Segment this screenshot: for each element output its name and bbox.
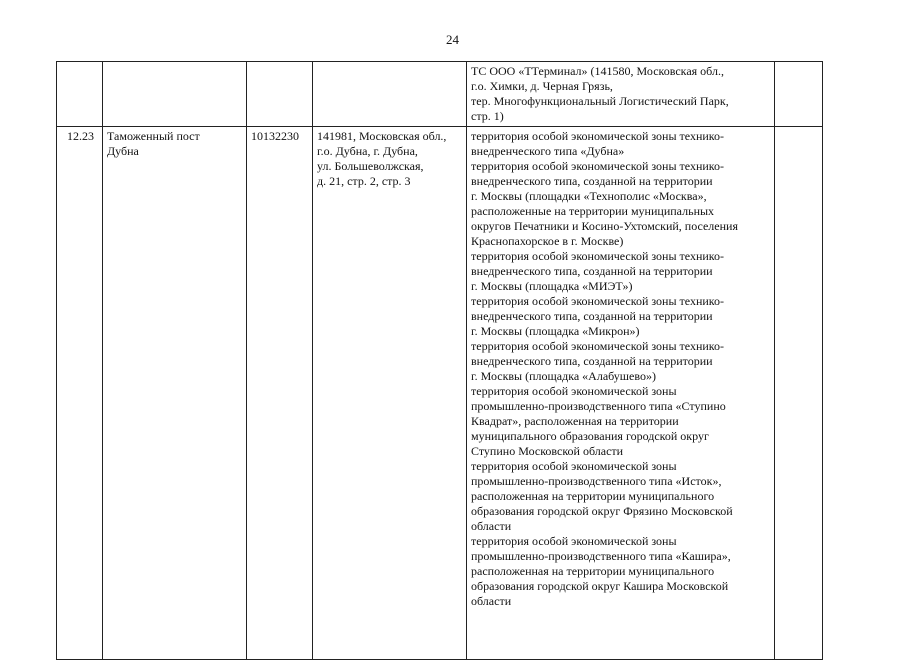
cell-text-line: внедренческого типа, созданной на территории xyxy=(471,354,713,368)
cell-zones xyxy=(467,62,775,127)
cell-text-line: территория особой экономической зоны технико- xyxy=(471,294,725,308)
cell-text-line: Квадрат», расположенная на территории xyxy=(471,414,679,428)
cell-text-line: образования городской округ Кашира Московской xyxy=(471,579,729,593)
cell-text-line: г.о. Дубна, г. Дубна, xyxy=(317,144,418,158)
cell-number xyxy=(57,62,103,127)
cell-text-line: стр. 1) xyxy=(471,109,504,123)
cell-post-code: 10132230 xyxy=(247,127,313,660)
cell-text-line: внедренческого типа, созданной на территории xyxy=(471,264,713,278)
cell-text-line: округов Печатники и Косино-Ухтомский, поселения xyxy=(471,219,738,233)
cell-text-line: области xyxy=(471,594,512,608)
cell-text-line: внедренческого типа, созданной на территории xyxy=(471,174,713,188)
cell-text-line: г. Москвы (площадки «Технополис «Москва», xyxy=(471,189,707,203)
cell-text-line: г. Москвы (площадка «МИЭТ») xyxy=(471,279,633,293)
cell-text-line: г.о. Химки, д. Черная Грязь, xyxy=(471,79,613,93)
cell-text-line: расположенная на территории муниципального xyxy=(471,564,715,578)
cell-text-line: территория особой экономической зоны технико- xyxy=(471,249,725,263)
cell-text-line: г. Москвы (площадка «Микрон») xyxy=(471,324,640,338)
table-row-12-23 xyxy=(57,127,823,660)
cell-text-line: 141981, Московская обл., xyxy=(317,129,447,143)
cell-text-line: ТС ООО «ТТерминал» (141580, Московская обл., xyxy=(471,64,724,78)
cell-zones xyxy=(467,127,775,660)
cell-text-line: расположенная на территории муниципального xyxy=(471,489,715,503)
cell-text-line: расположенные на территории муниципальных xyxy=(471,204,715,218)
cell-post-name xyxy=(103,127,247,660)
cell-text-line: г. Москвы (площадка «Алабушево») xyxy=(471,369,656,383)
cell-text-line: территория особой экономической зоны технико- xyxy=(471,159,725,173)
cell-last xyxy=(775,127,823,660)
cell-post-name xyxy=(103,62,247,127)
cell-text-line: муниципального образования городской округ xyxy=(471,429,709,443)
cell-text-line: внедренческого типа, созданной на территории xyxy=(471,309,713,323)
cell-text-line: территория особой экономической зоны xyxy=(471,459,677,473)
cell-text-line: Таможенный пост xyxy=(107,129,200,143)
customs-posts-table xyxy=(56,61,823,660)
cell-text-line: образования городской округ Фрязино Московской xyxy=(471,504,733,518)
cell-address xyxy=(313,127,467,660)
page-number: 24 xyxy=(446,32,459,47)
table-body xyxy=(57,62,823,660)
cell-text-line: Краснопахорское в г. Москве) xyxy=(471,234,624,248)
cell-text-line: тер. Многофункциональный Логистический Парк, xyxy=(471,94,729,108)
cell-last xyxy=(775,62,823,127)
cell-text-line: области xyxy=(471,519,512,533)
cell-text-line: ул. Большеволжская, xyxy=(317,159,424,173)
cell-post-code xyxy=(247,62,313,127)
cell-text-line: Дубна xyxy=(107,144,139,158)
cell-text-line: промышленно-производственного типа «Кашира», xyxy=(471,549,731,563)
cell-text-line: промышленно-производственного типа «Исток», xyxy=(471,474,722,488)
cell-text-line: территория особой экономической зоны технико- xyxy=(471,339,725,353)
cell-text-line: территория особой экономической зоны технико- xyxy=(471,129,725,143)
cell-number: 12.23 xyxy=(57,127,103,660)
table-row-continuation xyxy=(57,62,823,127)
cell-text-line: Ступино Московской области xyxy=(471,444,624,458)
cell-text-line: внедренческого типа «Дубна» xyxy=(471,144,625,158)
cell-text-line: промышленно-производственного типа «Ступино xyxy=(471,399,726,413)
cell-text-line: территория особой экономической зоны xyxy=(471,384,677,398)
cell-text-line: д. 21, стр. 2, стр. 3 xyxy=(317,174,411,188)
cell-address xyxy=(313,62,467,127)
cell-text-line: территория особой экономической зоны xyxy=(471,534,677,548)
